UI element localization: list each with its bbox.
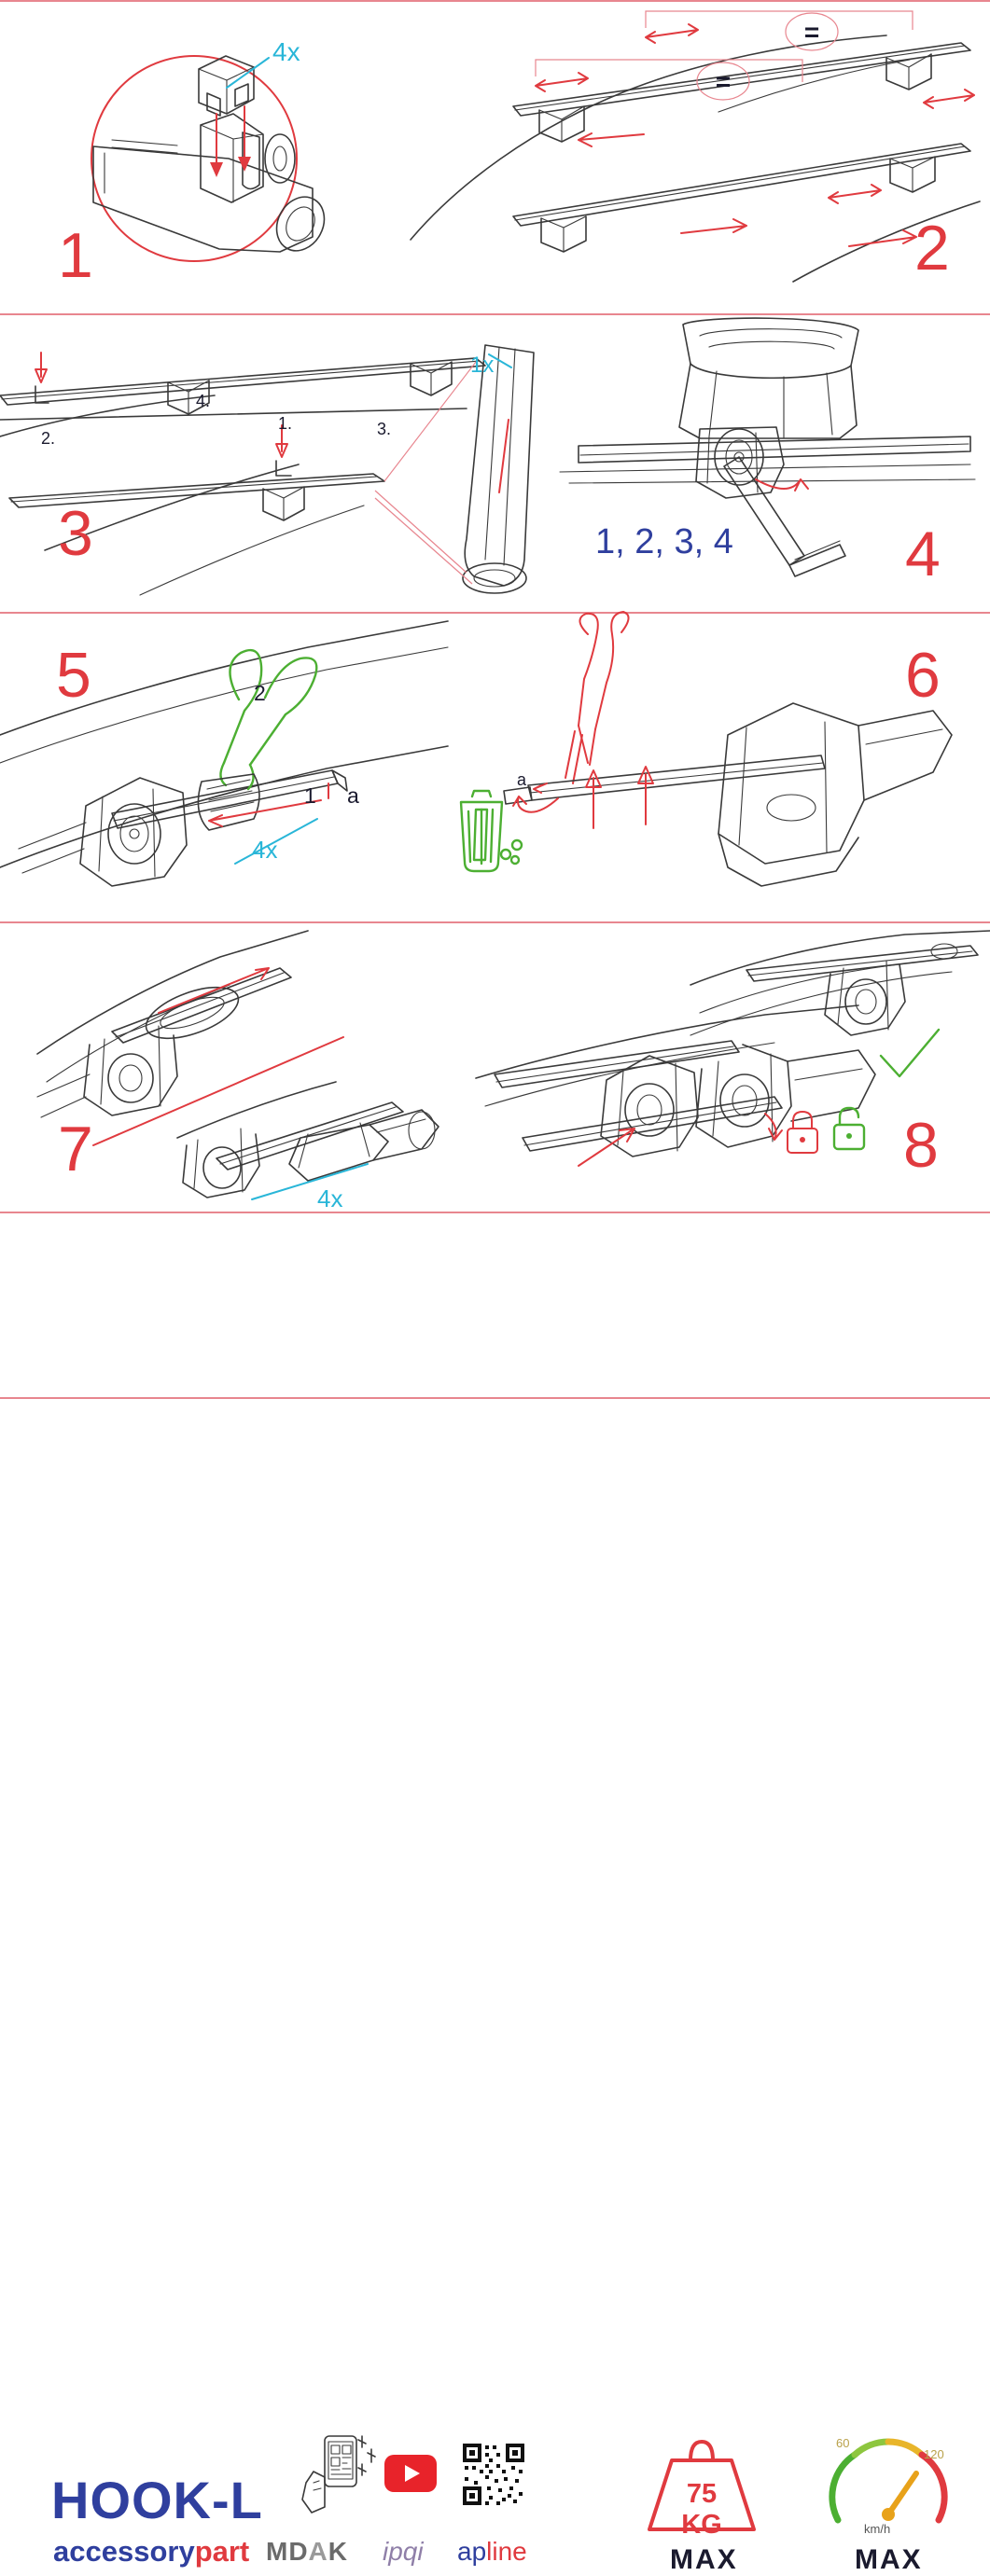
step-2-panel xyxy=(401,2,990,313)
step-5-qty-label: 4x xyxy=(252,836,278,864)
step-3-qty-label: 1x xyxy=(470,353,495,378)
partner-mdak xyxy=(266,2537,348,2567)
step-2-illustration xyxy=(401,2,990,313)
step-3-number: 3 xyxy=(58,498,94,569)
speed-unit: km/h xyxy=(864,2522,891,2536)
product-title: HOOK-L xyxy=(51,2471,263,2529)
step-5-label-2: 2 xyxy=(254,681,266,705)
mdak-accent: A xyxy=(308,2537,328,2566)
qr-scan-phone-icon xyxy=(300,2434,379,2520)
step-1-qty-label: 4x xyxy=(272,37,300,66)
apline-first: ap xyxy=(457,2537,487,2566)
max-weight-value: 75 KG xyxy=(681,2479,722,2540)
brand-part: part xyxy=(194,2535,250,2568)
mdak-first: MD xyxy=(266,2537,309,2566)
step-1-number: 1 xyxy=(58,220,94,291)
partner-brands xyxy=(266,2537,546,2574)
footer xyxy=(0,1212,990,2575)
step-6-panel xyxy=(448,614,990,921)
apline-accent: line xyxy=(486,2537,527,2566)
step-5-number: 5 xyxy=(56,640,92,711)
step-5-label-1: 1 xyxy=(304,783,316,808)
step-4-number: 4 xyxy=(905,519,941,589)
step-3-panel xyxy=(0,315,560,612)
svg-text:=: = xyxy=(715,67,732,96)
speed-tick-60: 60 xyxy=(836,2436,850,2450)
step-7-panel xyxy=(0,923,467,1212)
partner-apline xyxy=(457,2537,527,2567)
speed-tick-120: 120 xyxy=(924,2447,944,2461)
mdak-last: K xyxy=(328,2537,349,2566)
step-5-panel xyxy=(0,614,448,921)
step-5-label-a: a xyxy=(347,783,359,808)
step-3-order-label-1: 1. xyxy=(278,414,293,433)
step-3-order-label-4: 4. xyxy=(196,392,211,410)
step-3-order-label-2: 2. xyxy=(41,429,56,448)
youtube-icon[interactable] xyxy=(384,2455,437,2492)
max-weight-label: MAX xyxy=(670,2544,738,2575)
step-8-panel xyxy=(467,923,990,1212)
step-7-number: 7 xyxy=(58,1114,94,1184)
step-7-qty-label: 4x xyxy=(317,1184,343,1212)
qr-code-icon xyxy=(461,2442,526,2507)
brand-subtitle xyxy=(53,2535,249,2569)
max-speed-label: MAX xyxy=(855,2544,923,2575)
step-3-order-label-3: 3. xyxy=(377,420,392,438)
step-4-panel xyxy=(560,315,990,612)
step-8-number: 8 xyxy=(903,1110,940,1181)
step-4-sequence-label: 1, 2, 3, 4 xyxy=(595,522,733,561)
svg-text:=: = xyxy=(803,18,820,47)
step-2-number: 2 xyxy=(914,213,951,284)
partner-ipqi: ipqi xyxy=(383,2537,424,2566)
step-6-number: 6 xyxy=(905,640,941,711)
step-1-panel xyxy=(0,2,401,313)
step-6-label-a: a xyxy=(517,770,527,789)
brand-accessory: accessory xyxy=(53,2535,195,2568)
